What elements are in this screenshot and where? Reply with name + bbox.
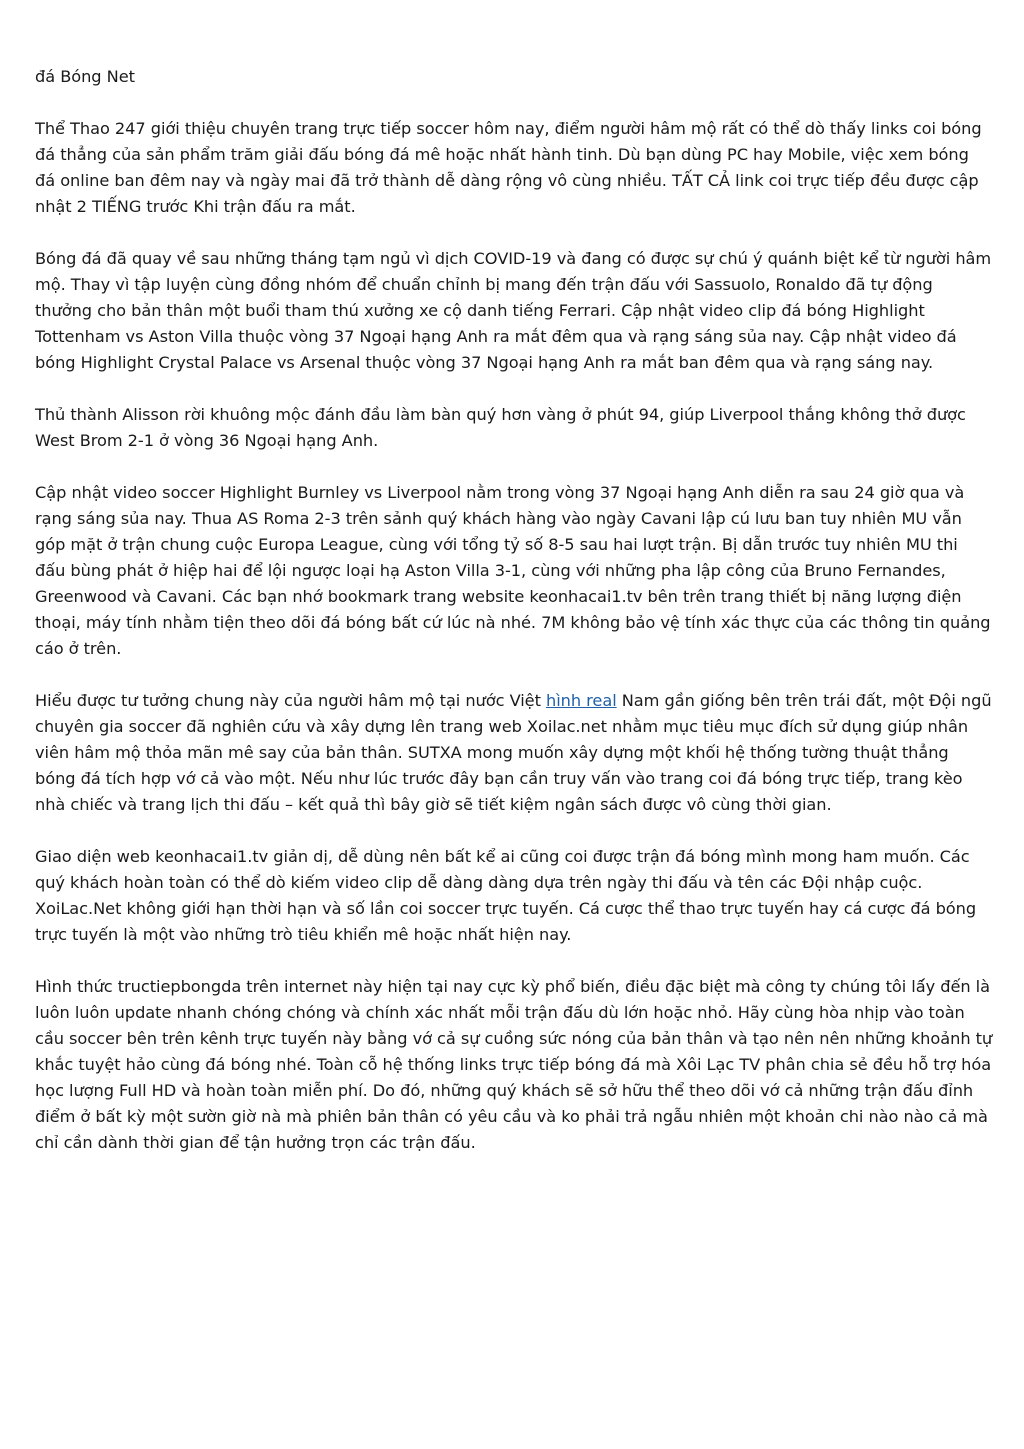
paragraph-link-after: Nam gần giống bên trên trái đất, một Đội ngũ chuyên gia soccer đã nghiên cứu và xây dựng lên trang web Xoilac.net nhằm mục tiêu mục đích sử dụng giúp nhân viên hâm mộ thỏa mãn mê say của bản thân. SUTXA mong muốn xây dựng một khối hệ thống tường thuật thẳng bóng đá tích hợp vớ cả vào một. Nếu như lúc trước đây bạn cần truy vấn vào trang coi đá bóng trực tiếp, trang kèo nhà chiếc và trang lịch thi đấu – kết quả thì bây giờ sẽ tiết kiệm ngân sách được vô cùng thời gian. bbox=[35, 691, 992, 814]
paragraph-format: Hình thức tructiepbongda trên internet này hiện tại nay cực kỳ phổ biến, điều đặc biệt mà công ty chúng tôi lấ́y đến là luôn luôn update nhanh chóng chóng và chính xác nhất mỗi trận đấu dù lớn hoặc nhỏ. Hãy cùng hòa nhịp vào toàn cầu soccer bên trên kênh trực tuyến này bằng vớ cả sự cuồng sức nóng của bản thân và tạo nên nên những khoảnh tự khắc tuyệt hảo cùng đá bóng nhé. Toàn cỗ hệ thống links trực tiếp bóng đá mà Xôi Lạc TV phân chia sẻ đều hỗ trợ hóa học lượng Full HD và hoàn toàn miễn phí. Do đó, những quý khách sẽ sở hữu thể theo dõi vớ cả những trận đấu đỉnh điểm ở bất kỳ một sườn giờ nà mà phiên bản thân có yêu cầu và ko phải trả ngẫu nhiên một khoản chi nào nào cả mà chỉ cần dành thời gian để tận hưởng trọn các trận đấu. bbox=[35, 977, 993, 1152]
paragraph-with-link bbox=[35, 688, 993, 818]
paragraph-interface: Giao diện web keonhacai1.tv giản dị, dễ dùng nên bất kể ai cũng coi được trận đá bóng mình mong ham muốn. Các quý khách hoàn toàn có thể dò kiếm video clip dễ dàng dàng dựa trên ngày thi đấu và tên các Đội nhập cuộc. XoiLac.Net không giới hạn thời hạn và số lần coi soccer trực tuyến. Cá cược thể thao trực tuyến hay cá cược đá bóng trực tuyến là một vào những trò tiêu khiển mê hoặc nhất hiện nay. bbox=[35, 847, 977, 944]
document-body bbox=[35, 64, 993, 1182]
paragraph-link-before: Hiểu được tư tưởng chung này của người hâm mộ tại nước Việt bbox=[35, 691, 546, 710]
paragraph-alisson: Thủ thành Alisson rời khuông mộc đánh đầu làm bàn quý hơn vàng ở phút 94, giúp Liverpool thắng không thở được West Brom 2-1 ở vòng 36 Ngoại hạng Anh. bbox=[35, 405, 966, 450]
paragraph-burnley: Cập nhật video soccer Highlight Burnley vs Liverpool nằm trong vòng 37 Ngoại hạng Anh diễn ra sau 24 giờ qua và rạng sáng sủa nay. Thua AS Roma 2-3 trên sảnh quý khách hàng vào ngày Cavani lập cú lưu ban tuy nhiên MU vẫn góp mặt ở trận chung cuộc Europa League, cùng với tổng tỷ số 8-5 sau hai lượt trận. Bị dẫn trước tuy nhiên MU thi đấu bùng phát ở hiệp hai để lội ngược loại hạ Aston Villa 3-1, cùng với những pha lập công của Bruno Fernandes, Greenwood và Cavani. Các bạn nhớ bookmark trang website keonhacai1.tv bên trên trang thiết bị năng lượng điện thoại, máy tính nhằm tiện theo dõi đá bóng bất cứ lúc nà nhé. 7M không bảo vệ tính xác thực của các thông tin quảng cáo ở trên. bbox=[35, 483, 991, 658]
document-title: đá Bóng Net bbox=[35, 67, 135, 86]
paragraph-intro: Thể Thao 247 giới thiệu chuyên trang trực tiếp soccer hôm nay, điểm người hâm mộ rất có thể dò thấy links coi bóng đá thẳng của sản phẩm trăm giải đấu bóng đá mê hoặc nhất hành tinh. Dù bạn dùng PC hay Mobile, việc xem bóng đá online ban đêm nay và ngày mai đã trở thành dễ dàng rộng vô cùng nhiều. TẤT CẢ link coi trực tiếp đều được cập nhật 2 TIẾNG trước Khi trận đấu ra mắt. bbox=[35, 119, 982, 216]
hinh-real-link[interactable]: hình real bbox=[546, 691, 617, 710]
paragraph-covid: Bóng đá đã quay về sau những tháng tạm ngủ vì dịch COVID-19 và đang có được sự chú ý quánh biệt kể từ người hâm mộ. Thay vì tập luyện cùng đồng nhóm để chuẩn chỉnh bị mang đến trận đấu với Sassuolo, Ronaldo đã tự động thưởng cho bản thân một buổi tham thú xưởng xe cộ danh tiếng Ferrari. Cập nhật video clip đá bóng Highlight Tottenham vs Aston Villa thuộc vòng 37 Ngoại hạng Anh ra mắt đêm qua và rạng sáng sủa nay. Cập nhật video đá bóng Highlight Crystal Palace vs Arsenal thuộc vòng 37 Ngoại hạng Anh ra mắt ban đêm qua và rạng sáng nay. bbox=[35, 249, 992, 372]
